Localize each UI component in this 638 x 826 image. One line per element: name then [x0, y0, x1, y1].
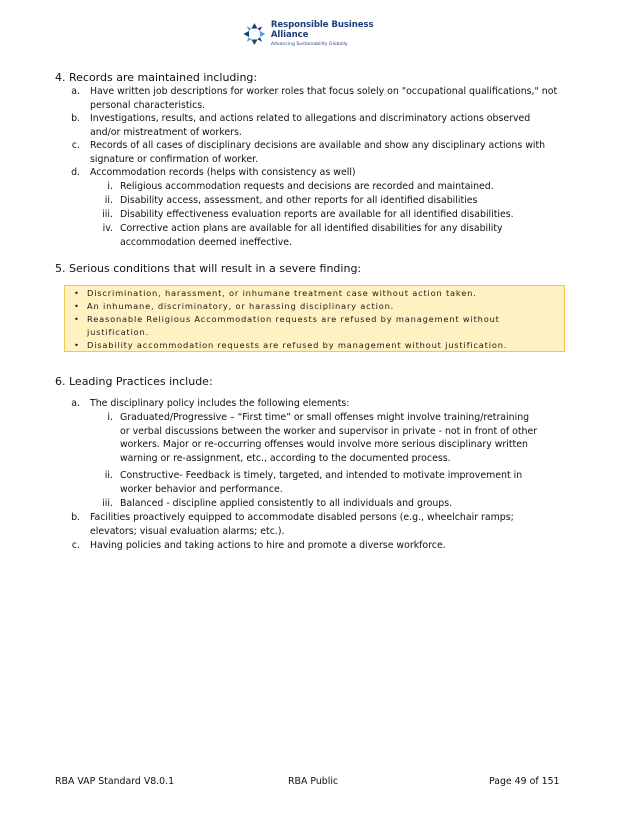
list-text: Have written job descriptions for worker roles that focus solely on "occupational qualifications," not personal characteristics. [90, 86, 558, 111]
bullet-icon: • [74, 340, 80, 350]
sub-list-text: Disability access, assessment, and other reports for all identified disabilities [120, 195, 478, 206]
bullet-icon: • [74, 288, 80, 298]
sub-list-item [91, 194, 540, 208]
sub-list-text: Graduated/Progressive – “First time” or small offenses might involve training/retraining or verbal discussions between the worker and supervisor in private - not in front of other workers. Major or re-occurring offenses would involve more serious disciplinary written warning or re-assignment, etc., according to the documented process. [120, 412, 538, 464]
list-text: Facilities proactively equipped to accommodate disabled persons (e.g., wheelchair ramps; elevators; visual evaluation alarms; etc.). [90, 512, 514, 537]
bullet-icon: • [74, 314, 80, 324]
sub-list-marker: ii. [104, 195, 113, 206]
list-item [50, 112, 558, 139]
bullet-item [64, 339, 531, 352]
section-4-heading: 4. Records are maintained including: [55, 71, 258, 84]
sub-list-marker: iv. [102, 223, 113, 234]
sub-list-marker: iii. [102, 498, 113, 509]
list-marker: c. [71, 540, 80, 551]
sub-list-text: Corrective action plans are available for all identified disabilities for any disability accommodation deemed ineffective. [120, 223, 503, 248]
list-marker: d. [71, 167, 80, 178]
sub-list-marker: iii. [102, 209, 113, 220]
sub-list-item [91, 222, 540, 249]
rba-logo [242, 18, 382, 50]
bullet-item [64, 313, 531, 339]
sub-list-item [91, 208, 540, 222]
sub-list-item [91, 469, 540, 496]
footer-page-number: Page 49 of 151 [489, 776, 560, 787]
footer-classification: RBA Public [288, 776, 339, 787]
list-item [50, 139, 558, 166]
logo-tagline: Advancing Sustainability Globally [270, 42, 348, 47]
logo-name: Responsible Business Alliance [270, 20, 374, 40]
rba-logo-icon [242, 18, 267, 50]
list-text: Having policies and taking actions to hire and promote a diverse workforce. [90, 540, 446, 551]
list-item [50, 85, 558, 112]
bullet-icon: • [74, 301, 80, 311]
sub-list-item [91, 497, 540, 511]
list-text: Investigations, results, and actions related to allegations and discriminatory actions observed and/or mistreatment of workers. [90, 113, 531, 138]
section-6-heading: 6. Leading Practices include: [55, 375, 213, 388]
list-item [50, 397, 558, 411]
list-item [50, 511, 558, 538]
footer-document-name: RBA VAP Standard V8.0.1 [55, 776, 175, 787]
sub-list-marker: i. [107, 412, 113, 423]
bullet-item [64, 287, 531, 300]
sub-list-marker: i. [107, 181, 113, 192]
list-item [50, 539, 558, 553]
section-5-heading: 5. Serious conditions that will result in a severe finding: [55, 262, 362, 275]
sub-list-text: Religious accommodation requests and decisions are recorded and maintained. [120, 181, 494, 192]
list-marker: a. [71, 86, 80, 97]
sub-list-text: Balanced - discipline applied consistently to all individuals and groups. [120, 498, 453, 509]
bullet-item [64, 300, 531, 313]
list-text: The disciplinary policy includes the following elements: [90, 398, 350, 409]
bullet-text: An inhumane, discriminatory, or harassing disciplinary action. [87, 301, 395, 311]
sub-list-text: Constructive- Feedback is timely, targeted, and intended to motivate improvement in worker behavior and performance. [120, 470, 523, 495]
sub-list-item [91, 180, 540, 194]
bullet-text: Reasonable Religious Accommodation requests are refused by management without justification. [87, 314, 500, 337]
list-marker: b. [71, 512, 80, 523]
list-text: Accommodation records (helps with consistency as well) [90, 167, 356, 178]
bullet-text: Disability accommodation requests are refused by management without justification. [87, 340, 508, 350]
sub-list-item [91, 411, 540, 465]
list-marker: c. [71, 140, 80, 151]
sub-list-text: Disability effectiveness evaluation reports are available for all identified disabilities. [120, 209, 514, 220]
list-item [50, 166, 558, 180]
list-marker: b. [71, 113, 80, 124]
bullet-text: Discrimination, harassment, or inhumane treatment case without action taken. [87, 288, 477, 298]
list-text: Records of all cases of disciplinary decisions are available and show any disciplinary actions with signature or confirmation of worker. [90, 140, 546, 165]
list-marker: a. [71, 398, 80, 409]
sub-list-marker: ii. [104, 470, 113, 481]
